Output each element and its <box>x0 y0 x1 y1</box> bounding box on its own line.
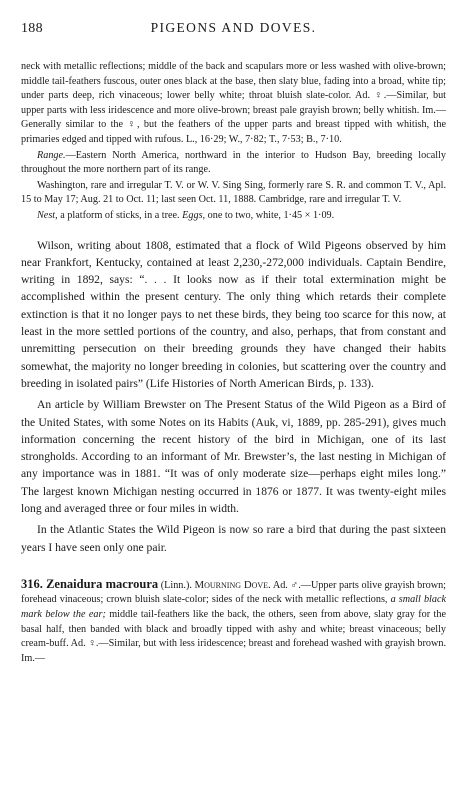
range-paragraph <box>21 149 446 178</box>
species-paragraph <box>21 577 446 667</box>
running-head: PIGEONS AND DOVES. <box>150 20 317 35</box>
range-label: Range. <box>37 149 66 161</box>
species-entry-316 <box>21 577 446 667</box>
species-common-name: Mourning Dove. <box>194 578 271 591</box>
page-header <box>21 20 446 42</box>
description-paragraph: neck with metallic reflections; middle of the back and scapulars more or less washed with olive-brown; middle tail-feathers fuscous, outer ones black at the base, then slaty blue, fading into a broad, white tip; under parts deep, rich vinaceous; lower belly white; throat bluish slate-color. Ad. ♀.—Similar, but upper parts with less iridescence and more olive-brown; breast pale grayish brown; belly whitish. Im.—Generally similar to the ♀, but the feathers of the upper parts and breast tipped with whitish, the primaries edged and tipped with rufous. L., 16·29; W., 7·82; T., 7·53; B., 7·10. <box>21 61 446 145</box>
body-paragraph-wilson: Wilson, writing about 1808, estimated that a flock of Wild Pigeons observed by him near Frankfort, Kentucky, contained at least 2,230,-272,000 individuals. Captain Bendire, writing in 1892, says: “. . . It looks now as if their total extermination might be accomplished within the present century. The only thing which retards their complete extinction is that it no longer pays to net these birds, they being too scarce for this now, at least in the more settled portions of the country, and also, perhaps, that from constant and unremitting persecution on their breeding grounds they have changed their habits somewhat, the majority no longer breeding in colonies, but scattering over the country and breeding in isolated pairs” (Life Histories of North American Birds, p. 133). <box>21 238 446 390</box>
page-number: 188 <box>21 21 43 36</box>
species-authority: (Linn.). <box>158 579 195 591</box>
nest-label: Nest, <box>37 209 58 221</box>
eggs-label: Eggs, <box>182 209 206 221</box>
eggs-text: one to two, white, 1·45 × 1·09. <box>205 209 335 221</box>
species-description-2: middle tail-feathers like the back, the others, seen from above, slaty gray for the basal half, then banded with black and broadly tipped with ashy and white; breast vinaceous; belly cream-buff. Ad. ♀.—Similar, but with less iridescence; breast and forehead washed with grayish brown. Im.— <box>21 609 446 664</box>
body-paragraph-atlantic: In the Atlantic States the Wild Pigeon is now so rare a bird that during the past sixteen years I have seen only one pair. <box>21 523 446 554</box>
species-description-italic: a small black mark below the ear; <box>21 594 447 621</box>
range-text: —Eastern North America, northward in the interior to Hudson Bay, breeding locally throughout the more northern part of its range. <box>21 149 446 176</box>
local-records-paragraph: Washington, rare and irregular T. V. or W. V. Sing Sing, formerly rare S. R. and common T. V., Apl. 15 to May 17; Aug. 21 to Oct. 11; last seen Oct. 11, 1888. Cambridge, rare and irregular T. V. <box>21 179 446 206</box>
nest-text: a platform of sticks, in a tree. <box>57 209 183 221</box>
species-description-1: Ad. ♂.—Upper parts olive grayish brown; forehead vinaceous; crown bluish slate-color; sides of the neck with metallic reflections, <box>21 579 447 606</box>
species-heading: 316. Zenaidura macroura <box>21 576 159 591</box>
body-paragraph-brewster: An article by William Brewster on The Present Status of the Wild Pigeon as a Bird of the United States, with some Notes on its Habits (Auk, vi, 1889, pp. 285-291), gives much information concerning the recent history of the bird in Michigan, one of its last strongholds. According to an informant of Mr. Brewster’s, the last nesting in Michigan of any importance was in 1881. “It was of only moderate size—perhaps eight miles long.” The largest known Michigan nesting occurred in 1876 or 1877. It was twenty-eight miles long and averaged three or four miles in width. <box>21 398 446 515</box>
nest-eggs-paragraph <box>21 209 446 224</box>
